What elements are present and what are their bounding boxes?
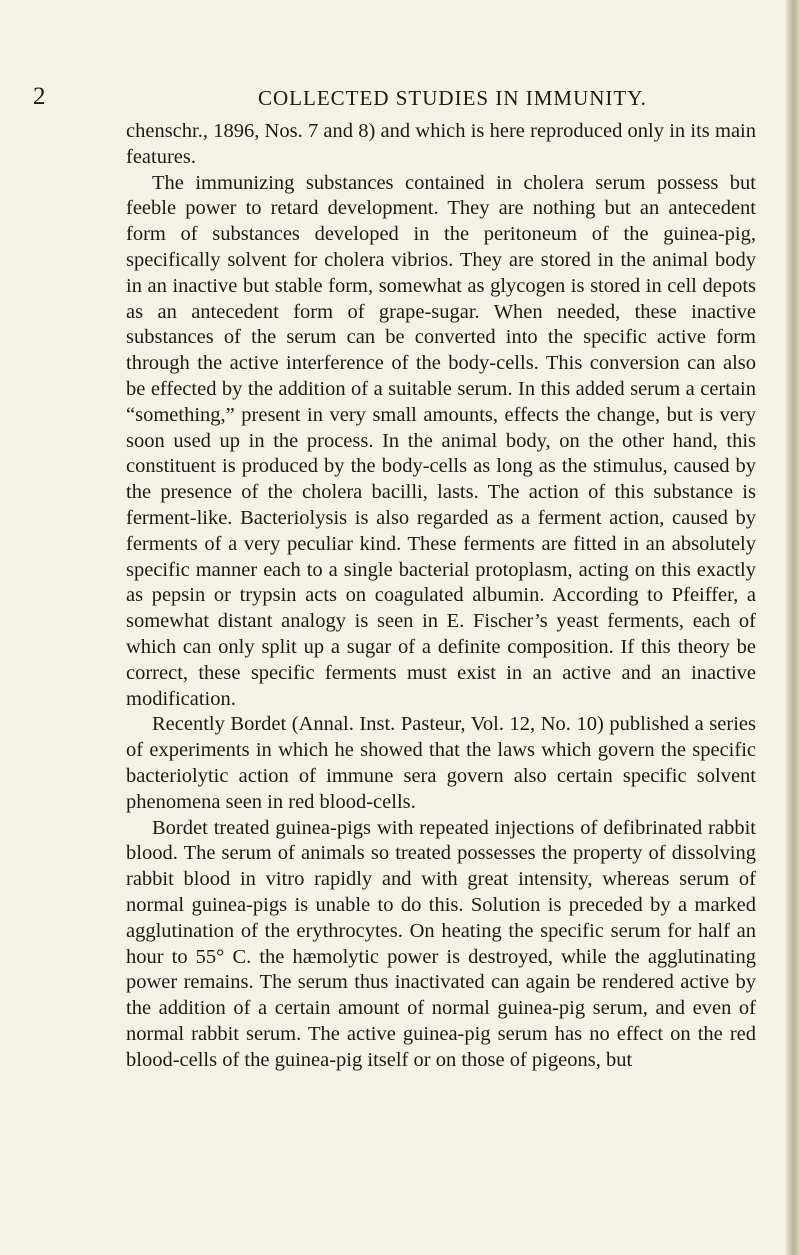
page-number: 2 [33, 83, 46, 110]
paragraph: Recently Bordet (Annal. Inst. Pasteur, Vol. 12, No. 10) published a series of experiments in which he showed that the laws which govern the specific bacteriolytic action of immune sera govern also certain specific solvent phenomena seen in red blood-cells. [126, 713, 756, 813]
paragraph-continuation: chenschr., 1896, Nos. 7 and 8) and which is here reproduced only in its main features. [126, 120, 756, 168]
running-head: COLLECTED STUDIES IN IMMUNITY. [258, 86, 647, 110]
paragraph: The immunizing substances contained in cholera serum possess but feeble power to retard development. They are nothing but an antecedent form of substances developed in the peritoneum of the guinea-pig, specifically solvent for cholera vibrios. They are stored in the animal body in an inactive but stable form, somewhat as glycogen is stored in cell depots as an antecedent form of grape-sugar. When needed, these inactive substances of the serum can be converted into the specific active form through the active interference of the body-cells. This conversion can also be effected by the addition of a suitable serum. In this added serum a certain “something,” present in very small amounts, effects the change, but is very soon used up in the process. In the animal body, on the other hand, this constituent is produced by the body-cells as long as the stimulus, caused by the presence of the cholera bacilli, lasts. The action of this substance is ferment-like. Bacteriolysis is also regarded as a ferment action, caused by ferments of a very peculiar kind. These ferments are fitted in an absolutely specific manner each to a single bacterial protoplasm, acting on this exactly as pepsin or trypsin acts on coagulated albumin. According to Pfeiffer, a somewhat distant analogy is seen in E. Fischer’s yeast ferments, each of which can only split up a sugar of a definite composition. If this theory be correct, these specific ferments must exist in an active and an inactive modification. [126, 171, 756, 710]
paragraph: Bordet treated guinea-pigs with repeated injections of defibrinated rabbit blood. The serum of animals so treated possesses the property of dissolving rabbit blood in vitro rapidly and with great intensity, whereas serum of normal guinea-pigs is unable to do this. Solution is preceded by a marked agglutination of the erythrocytes. On heating the specific serum for half an hour to 55° C. the hæmolytic power is destroyed, while the agglutinating power remains. The serum thus inactivated can again be rendered active by the addition of a certain amount of normal guinea-pig serum, and even of normal rabbit serum. The active guinea-pig serum has no effect on the red blood-cells of the guinea-pig itself or on those of pigeons, but [126, 816, 756, 1071]
body-text [126, 119, 756, 1073]
page-edge-shadow [786, 0, 800, 1255]
